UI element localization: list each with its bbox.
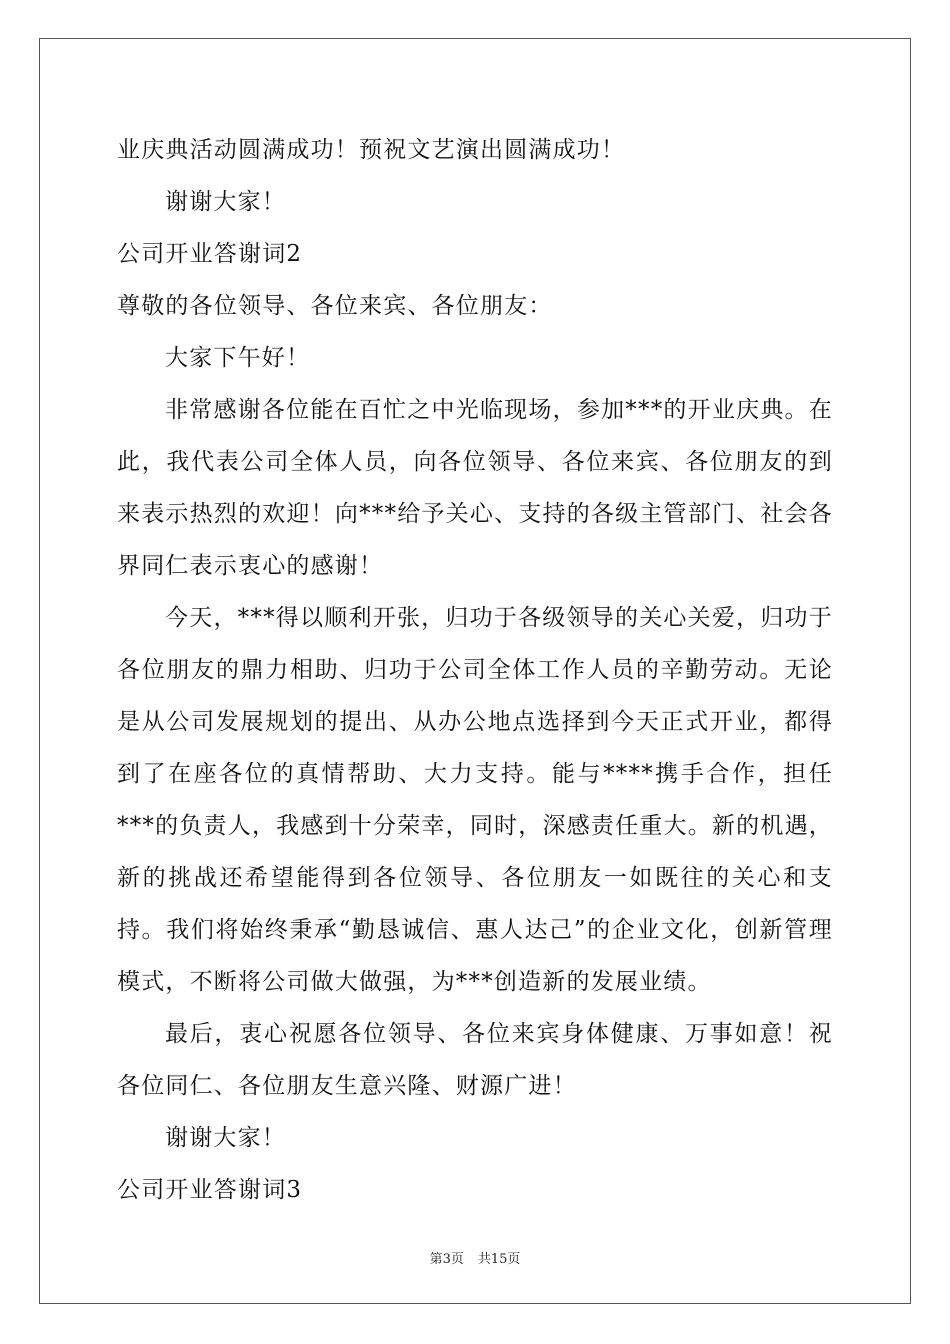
document-body <box>117 124 833 1216</box>
page-total: 共15页 <box>477 1252 521 1267</box>
section-heading: 公司开业答谢词2 <box>117 241 303 267</box>
page-footer <box>0 1248 950 1267</box>
greeting: 大家下午好！ <box>165 345 311 371</box>
paragraph-wishes: 最后，衷心祝愿各位领导、各位来宾身体健康、万事如意！祝各位同仁、各位朋友生意兴隆、财源广进！ <box>117 1021 833 1099</box>
salutation: 尊敬的各位领导、各位来宾、各位朋友： <box>117 293 553 319</box>
next-section-heading: 公司开业答谢词3 <box>117 1177 303 1203</box>
text-line: 业庆典活动圆满成功！预祝文艺演出圆满成功！ <box>117 137 626 163</box>
page-number: 第3页 <box>429 1252 464 1267</box>
paragraph-thanks: 今天，***得以顺利开张，归功于各级领导的关心关爱，归功于各位朋友的鼎力相助、归功于公司全体工作人员的辛勤劳动。无论是从公司发展规划的提出、从办公地点选择到今天正式开业，都得到了在座各位的真情帮助、大力支持。能与****携手合作，担任***的负责人，我感到十分荣幸，同时，深感责任重大。新的机遇，新的挑战还希望能得到各位领导、各位朋友一如既往的关心和支持。我们将始终秉承“勤恳诚信、惠人达己”的企业文化，创新管理模式，不断将公司做大做强，为***创造新的发展业绩。 <box>117 605 833 995</box>
paragraph-welcome: 非常感谢各位能在百忙之中光临现场，参加***的开业庆典。在此，我代表公司全体人员，向各位领导、各位来宾、各位朋友的到来表示热烈的欢迎！向***给予关心、支持的各级主管部门、社会各界同仁表示衷心的感谢！ <box>117 397 833 579</box>
closing-line: 谢谢大家！ <box>165 1125 286 1151</box>
thanks-line: 谢谢大家！ <box>165 189 286 215</box>
